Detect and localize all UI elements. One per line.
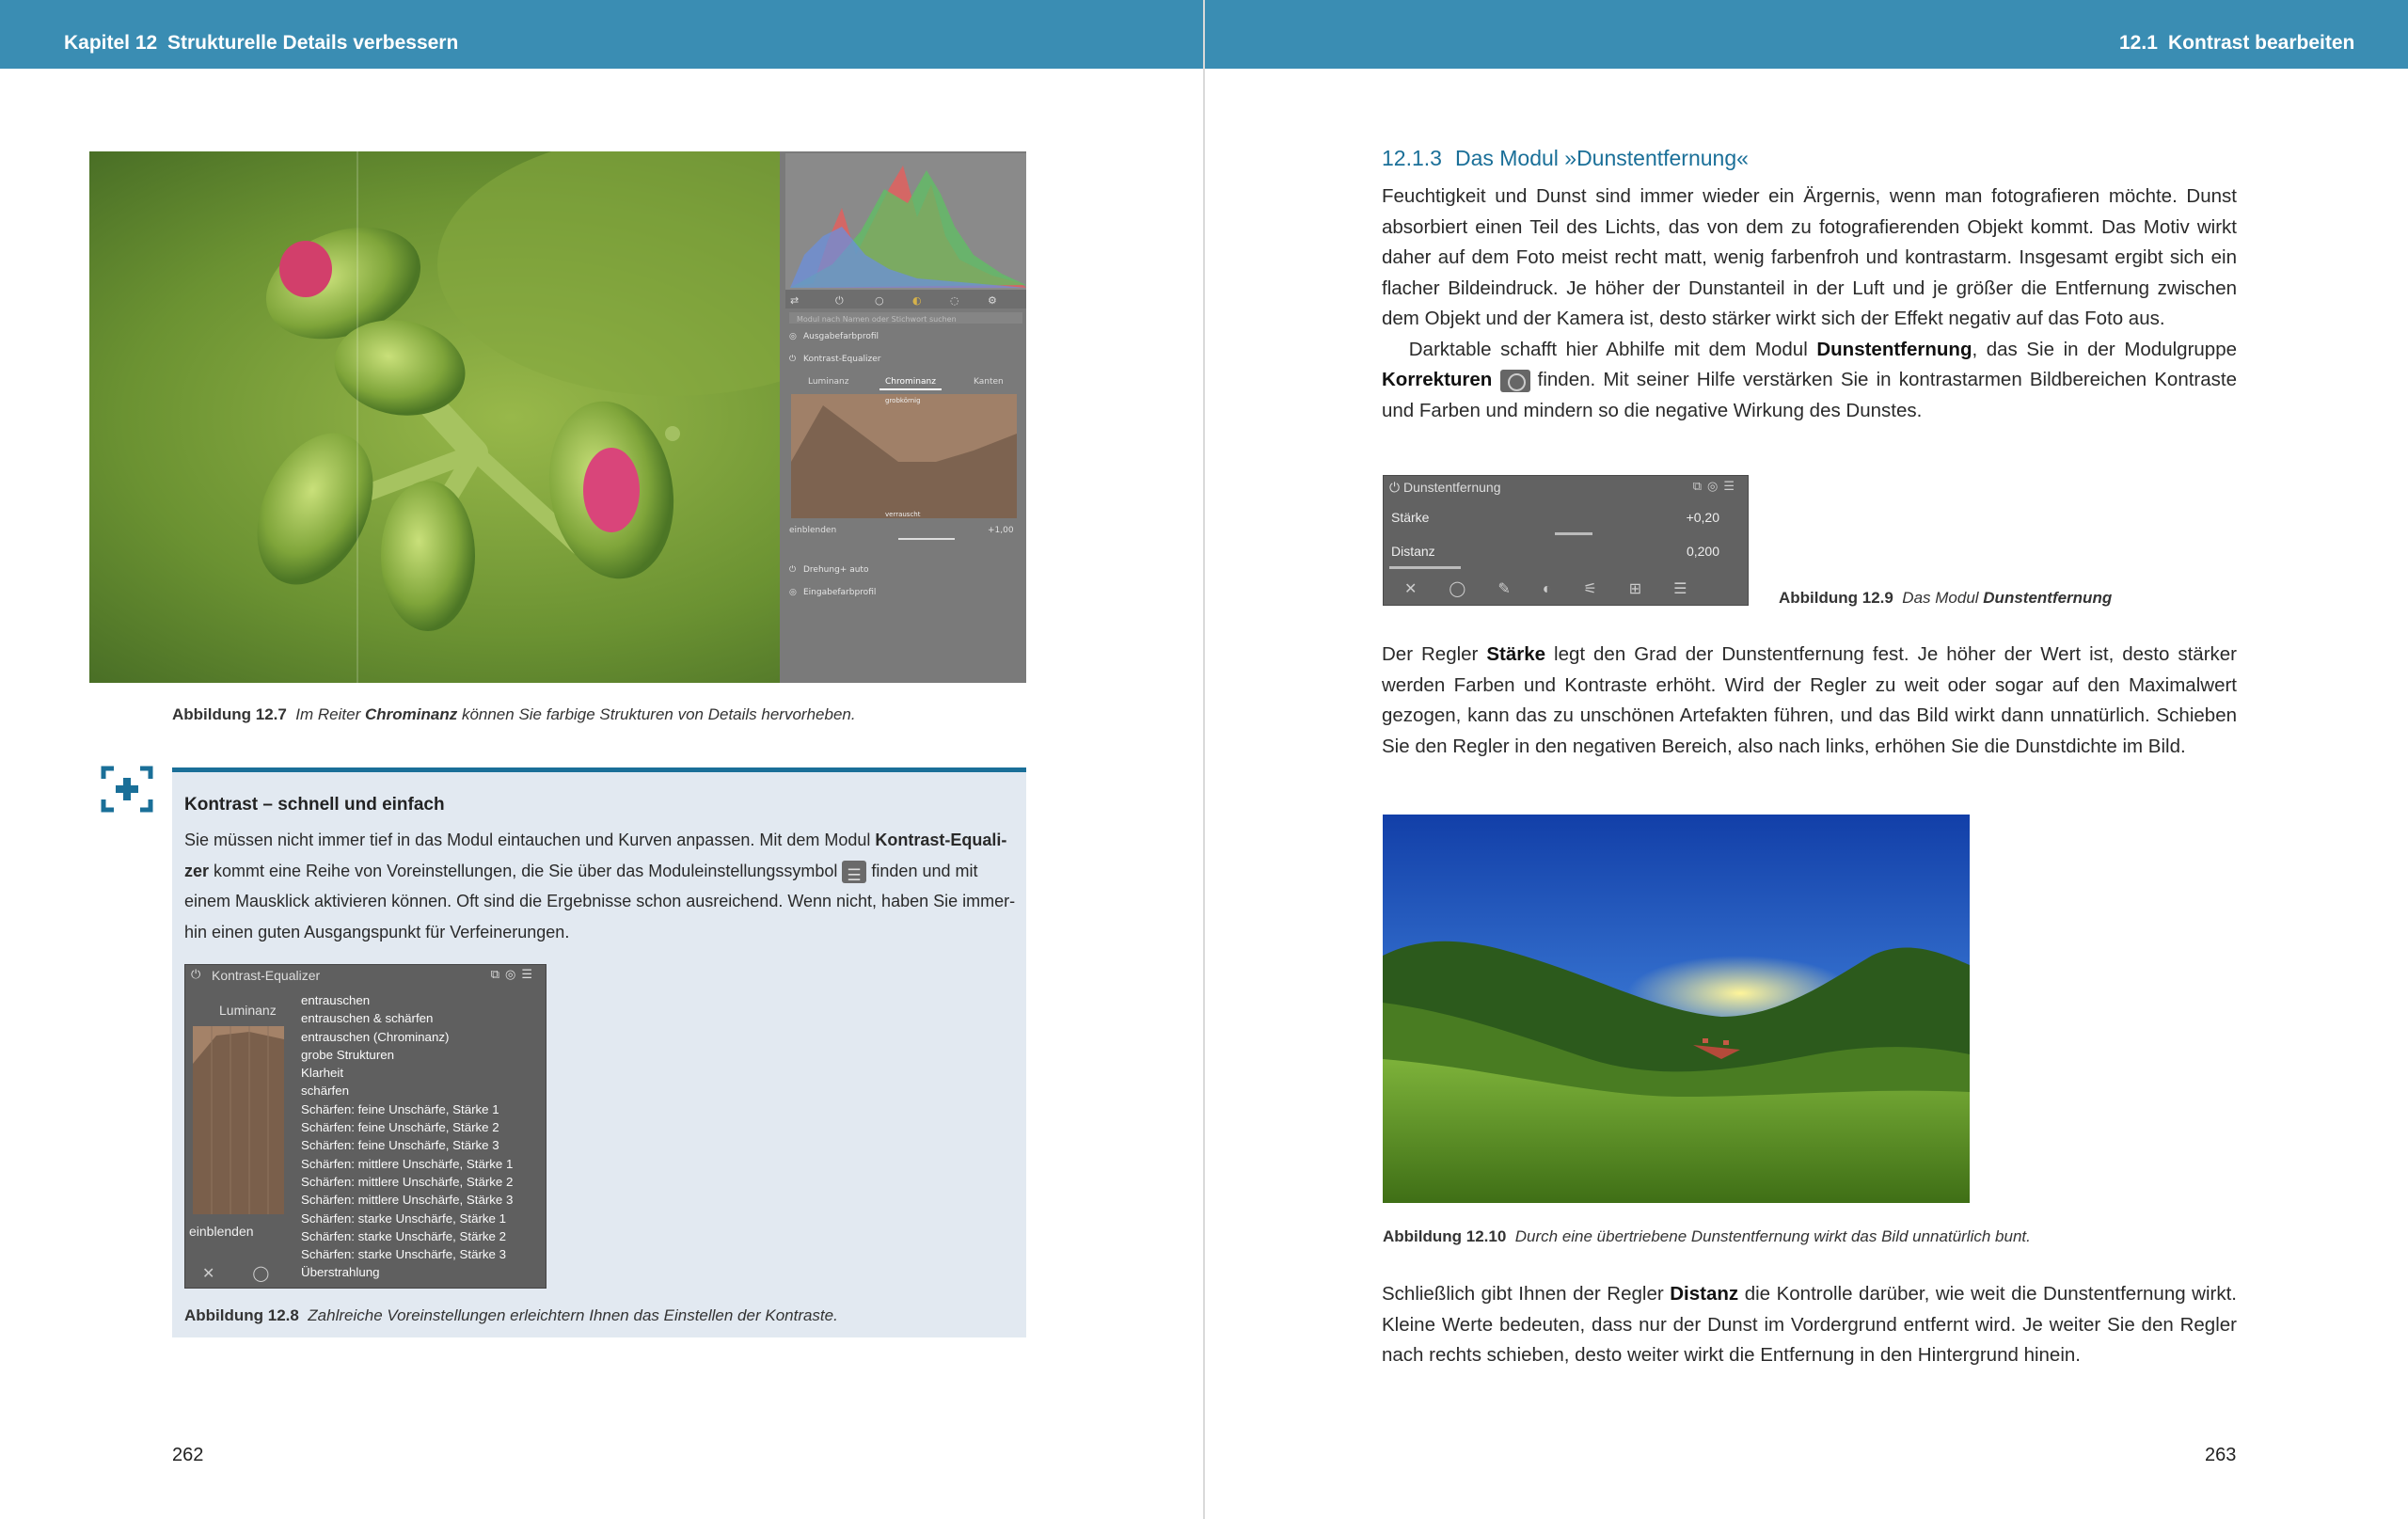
preset-menu-item[interactable]: Schärfen: mittlere Unschärfe, Stärke 3 bbox=[301, 1193, 514, 1208]
svg-text:◌: ◌ bbox=[950, 294, 959, 307]
korrekturen-icon bbox=[1500, 370, 1530, 392]
dz-staerke-value[interactable]: +0,20 bbox=[1686, 510, 1719, 525]
dz-distanz-slider[interactable] bbox=[1389, 566, 1461, 569]
module-header-icons[interactable]: ⧉◎☰ bbox=[490, 967, 538, 981]
power-icon[interactable]: ⏻ bbox=[191, 967, 201, 981]
ke-footer-icons[interactable]: ✕◯ bbox=[202, 1266, 308, 1282]
preset-menu-item[interactable]: Schärfen: starke Unschärfe, Stärke 1 bbox=[301, 1210, 507, 1226]
ke-blend-label: einblenden bbox=[189, 1224, 254, 1239]
chapter-number: Kapitel 12 bbox=[64, 32, 158, 54]
preset-menu-item[interactable]: Schärfen: starke Unschärfe, Stärke 2 bbox=[301, 1228, 507, 1243]
dz-header-icons[interactable]: ⧉◎☰ bbox=[1692, 479, 1740, 493]
figure-12-8-caption: Abbildung 12.8 Zahlreiche Voreinstellungen erleichtern Ihnen das Einstellen der Kontraste. bbox=[184, 1306, 838, 1324]
ke-panel-header: ⏻ Kontrast-Equalizer ⧉◎☰ bbox=[191, 967, 538, 983]
dunstentfernung-panel bbox=[1383, 475, 1749, 606]
svg-text:◎: ◎ bbox=[789, 588, 797, 597]
paragraph-1: Feuchtigkeit und Dunst sind immer wieder ein Ärgernis, wenn man fotografieren möchte. Dunst absorbiert einen Teil des Lichts, das von dem zu fotografierenden Objekt kommt. Das Motiv wirkt daher auf dem Foto meist recht matt, wenig farbenfroh und kontrastarm. Insgesamt ergibt sich ein flacher Bildeindruck. Je höher der Dunstanteil in der Luft und je größer die Entfernung zwischen dem Objekt und der Kamera ist, desto stärker wirkt sich der Effekt negativ auf das Foto aus. Darktable schafft hier Abhilfe mit dem Modul Dunstentfernung, das Sie in der Modulgruppe Korrekturen finden. Mit seiner Hilfe verstärken Sie in kontrastarmen Bildbereichen Kontraste und Farben und mindern so die negative Wirkung des Dunstes. bbox=[1382, 185, 2237, 421]
dz-distanz-label: Distanz bbox=[1391, 544, 1435, 559]
dz-distanz-value[interactable]: 0,200 bbox=[1686, 544, 1719, 559]
preset-menu-item[interactable]: entrauschen bbox=[301, 993, 371, 1007]
ke-tab-luminanz[interactable]: Luminanz bbox=[219, 1003, 277, 1018]
panel-blend-label: einblenden bbox=[789, 526, 837, 535]
figure-12-9-caption: Abbildung 12.9 Das Modul Dunstentfernung bbox=[1779, 589, 2113, 607]
preset-menu-item[interactable]: Schärfen: mittlere Unschärfe, Stärke 2 bbox=[301, 1174, 514, 1189]
page-number-left: 262 bbox=[172, 1445, 204, 1465]
right-header bbox=[1205, 0, 2408, 69]
panel-module-after-0: Drehung+ auto bbox=[803, 565, 869, 575]
dz-staerke-label: Stärke bbox=[1391, 510, 1430, 525]
svg-text:⇄: ⇄ bbox=[790, 294, 800, 307]
module-settings-icon bbox=[842, 861, 866, 883]
preset-menu-item[interactable]: entrauschen (Chrominanz) bbox=[301, 1029, 450, 1044]
tip-box bbox=[172, 767, 1026, 1337]
paragraph-4: Schließlich gibt Ihnen der Regler Distanz die Kontrolle darüber, wie weit die Dunstentfernung wirkt. Kleine Werte bedeuten, dass nur der Dunst im Vordergrund entfernt wird. Je weiter Sie den Regler nach rechts schieben, desto weiter wirkt die Entfernung in den Hintergrund hinein. bbox=[1382, 1283, 2237, 1366]
figure-12-7-caption: Abbildung 12.7 Im Reiter Chrominanz können Sie farbige Strukturen von Details hervorheben. bbox=[172, 705, 856, 723]
plus-frame-icon bbox=[101, 766, 153, 813]
left-page bbox=[0, 0, 1203, 1519]
tip-title: Kontrast – schnell und einfach bbox=[184, 795, 445, 815]
panel-blend-value: +1,00 bbox=[988, 526, 1014, 535]
preset-menu-item[interactable]: Schärfen: feine Unschärfe, Stärke 1 bbox=[301, 1101, 499, 1116]
figure-12-7-image bbox=[89, 151, 1026, 683]
kontrast-equalizer-panel bbox=[184, 964, 547, 1289]
section-heading: 12.1.3 Das Modul »Dunstentfernung« bbox=[1382, 146, 1749, 170]
panel-search-placeholder: Modul nach Namen oder Stichwort suchen bbox=[797, 315, 957, 324]
panel-module-after-1: Eingabefarbprofil bbox=[803, 588, 877, 597]
svg-text:○: ○ bbox=[875, 294, 884, 307]
dz-footer-icons[interactable]: ✕◯✎◐⚟⊞☰ bbox=[1404, 581, 1719, 597]
panel-tab-2: Kanten bbox=[974, 377, 1004, 387]
tip-text: Sie müssen nicht immer tief in das Modul eintauchen und Kurven anpassen. Mit dem Modul Kontrast-Equalizer kommt eine Reihe von Voreinstellungen, die Sie über das Moduleinstellungssymbol ☰ finden und mit einem Mausklick aktivieren können. Oft sind die Ergebnisse schon ausreichend. Wenn nicht, haben Sie immerhin einen guten Ausgangspunkt für Verfeinerungen. bbox=[184, 825, 1016, 947]
preset-menu-item[interactable]: entrauschen & schärfen bbox=[301, 1011, 434, 1026]
paragraph-3: Der Regler Stärke legt den Grad der Dunstentfernung fest. Je höher der Wert ist, desto stärker werden Farben und Kontraste erhöht. Wird der Regler zu weit oder sogar auf den Maximalwert gezogen, kann das zu unschönen Artefakten führen, und das Bild wirkt dann unnatürlich. Schieben Sie den Regler in den negativen Bereich, also nach links, erhöhen Sie die Dunstdichte im Bild. bbox=[1382, 643, 2237, 757]
preset-menu-item[interactable]: Überstrahlung bbox=[301, 1265, 380, 1280]
figure-12-10-caption: Abbildung 12.10 Durch eine übertriebene Dunstentfernung wirkt das Bild unnatürlich bunt. bbox=[1383, 1227, 2031, 1245]
panel-graph-top: grobkörnig bbox=[885, 397, 921, 404]
chapter-title: Strukturelle Details verbessern bbox=[167, 32, 459, 54]
panel-tab-1: Chrominanz bbox=[885, 377, 936, 387]
dz-staerke-slider[interactable] bbox=[1555, 532, 1592, 535]
section-title-header: Kontrast bearbeiten bbox=[2168, 32, 2355, 54]
svg-text:⏻: ⏻ bbox=[789, 565, 797, 575]
svg-text:⚙: ⚙ bbox=[988, 294, 997, 307]
dz-title: ⏻ Dunstentfernung bbox=[1389, 480, 1501, 495]
preset-menu-item[interactable]: Schärfen: starke Unschärfe, Stärke 3 bbox=[301, 1247, 507, 1262]
preset-menu-item[interactable]: Schärfen: mittlere Unschärfe, Stärke 1 bbox=[301, 1156, 514, 1171]
svg-text:⏻: ⏻ bbox=[789, 355, 797, 364]
panel-module-0: Ausgabefarbprofil bbox=[803, 332, 879, 341]
preset-menu-item[interactable]: grobe Strukturen bbox=[301, 1047, 395, 1062]
preset-menu-item[interactable]: Schärfen: feine Unschärfe, Stärke 3 bbox=[301, 1138, 499, 1153]
left-header bbox=[0, 0, 1203, 69]
svg-text:⏻: ⏻ bbox=[835, 294, 844, 307]
right-page bbox=[1205, 0, 2408, 1519]
darktable-panel bbox=[780, 151, 1026, 683]
preset-menu-item[interactable]: Klarheit bbox=[301, 1066, 344, 1081]
preset-menu bbox=[301, 991, 513, 1282]
preset-menu-item[interactable]: Schärfen: feine Unschärfe, Stärke 2 bbox=[301, 1120, 499, 1135]
ke-curve-graph[interactable] bbox=[193, 1026, 284, 1214]
panel-tab-0: Luminanz bbox=[808, 377, 849, 387]
panel-module-1: Kontrast-Equalizer bbox=[803, 355, 881, 364]
preset-menu-item[interactable]: schärfen bbox=[301, 1084, 349, 1099]
svg-text:◎: ◎ bbox=[789, 332, 797, 341]
page-number-right: 263 bbox=[2205, 1445, 2237, 1465]
section-number: 12.1 bbox=[2119, 32, 2158, 54]
figure-12-10-image bbox=[1383, 815, 1970, 1203]
svg-text:◐: ◐ bbox=[912, 294, 922, 307]
panel-graph-bottom: verrauscht bbox=[885, 511, 921, 518]
